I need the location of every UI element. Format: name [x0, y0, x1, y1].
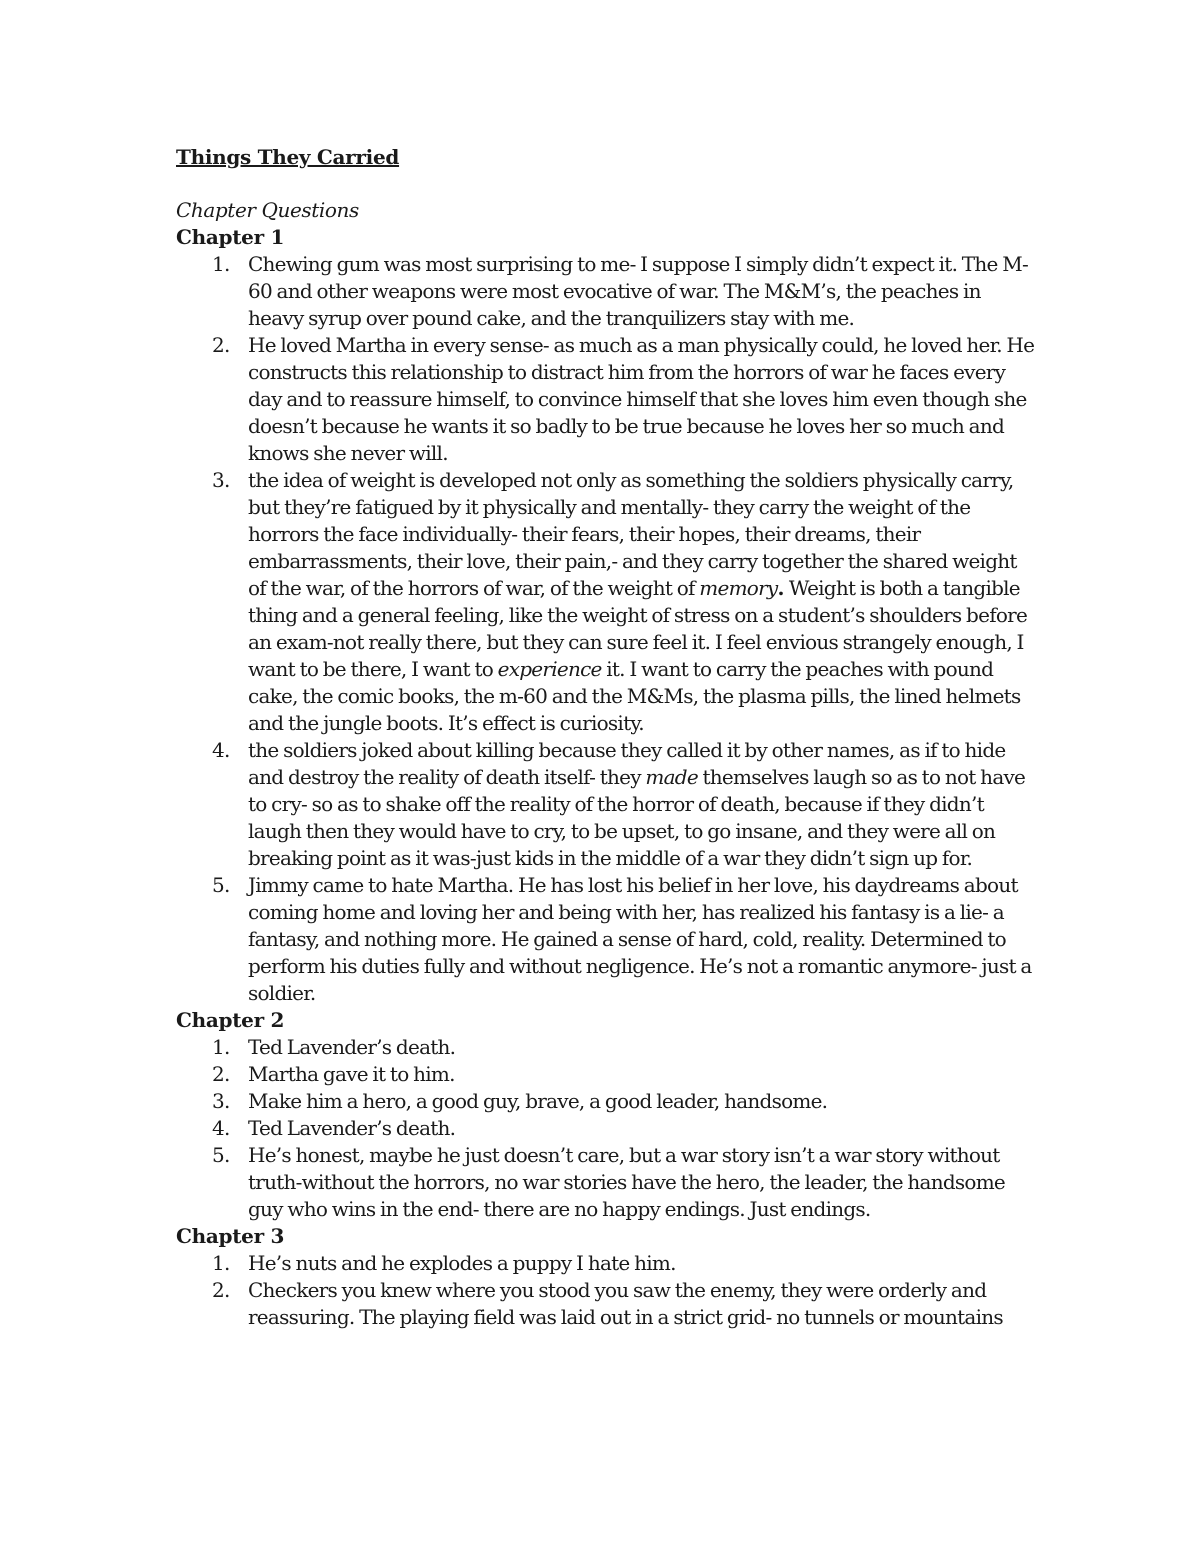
- answer-item: [176, 737, 1036, 872]
- answer-text: Ted Lavender’s death.: [248, 1116, 456, 1140]
- answer-text: it. I want to carry the peaches with pound cake, the comic books, the m-60 and the M&Ms, the plasma pills, the lined helmets and the jungle boots. It’s effect is curiosity.: [248, 657, 1021, 735]
- chapter-section: [176, 1223, 1036, 1331]
- answer-number: 5.: [212, 873, 230, 897]
- answer-item: [176, 872, 1036, 1007]
- answer-item: [176, 1061, 1036, 1088]
- answer-item: [176, 1142, 1036, 1223]
- answer-text: Ted Lavender’s death.: [248, 1035, 456, 1059]
- answer-number: 4.: [212, 738, 230, 762]
- answer-item: [176, 1034, 1036, 1061]
- answer-list: [176, 1250, 1036, 1331]
- answer-number: 2.: [212, 1062, 230, 1086]
- answer-number: 4.: [212, 1116, 230, 1140]
- answer-item: [176, 1250, 1036, 1277]
- answer-text: the soldiers joked about killing because they called it by other names, as if to hide and destroy the reality of death itself- they: [248, 738, 1006, 789]
- answer-text: themselves laugh so as to not have to cry- so as to shake off the reality of the horror of death, because if they didn’t laugh then they would have to cry, to be upset, to go insane, and they were all on breaking point as it was-just kids in the middle of a war they didn’t sign up for.: [248, 765, 1026, 870]
- answer-number: 1.: [212, 1251, 230, 1275]
- answer-list: [176, 1034, 1036, 1223]
- document-subtitle: Chapter Questions: [176, 198, 359, 222]
- answer-text: Jimmy came to hate Martha. He has lost his belief in her love, his daydreams about coming home and loving her and being with her, has realized his fantasy is a lie- a fantasy, and nothing more. He gained a sense of hard, cold, reality. Determined to perform his duties fully and without negligence. He’s not a romantic anymore- just a soldier.: [248, 873, 1032, 1005]
- answer-item: [176, 467, 1036, 737]
- answer-text: He loved Martha in every sense- as much as a man physically could, he loved her. He constructs this relationship to distract him from the horrors of war he faces every day and to reassure himself, to convince himself that she loves him even though she doesn’t because he wants it so badly to be true because he loves her so much and knows she never will.: [248, 333, 1035, 465]
- chapter-section: [176, 1007, 1036, 1223]
- answer-item: [176, 251, 1036, 332]
- emphasized-text: memory: [699, 576, 778, 600]
- emphasized-text: experience: [497, 657, 602, 681]
- answer-number: 2.: [212, 333, 230, 357]
- answer-item: [176, 1088, 1036, 1115]
- answer-text: Chewing gum was most surprising to me- I suppose I simply didn’t expect it. The M-60 and other weapons were most evocative of war. The M&M’s, the peaches in heavy syrup over pound cake, and the tranquilizers stay with me.: [248, 252, 1028, 330]
- answer-item: [176, 1115, 1036, 1142]
- chapter-heading: Chapter 1: [176, 225, 285, 249]
- answer-text: Weight is both a tangible thing and a general feeling, like the weight of stress on a student’s shoulders before an exam-not really there, but they can sure feel it. I feel envious strangely enough, I want to be there, I want to: [248, 576, 1028, 681]
- answer-number: 2.: [212, 1278, 230, 1302]
- answer-item: [176, 332, 1036, 467]
- answer-number: 3.: [212, 1089, 230, 1113]
- chapter-section: [176, 224, 1036, 1007]
- answer-text: Make him a hero, a good guy, brave, a good leader, handsome.: [248, 1089, 828, 1113]
- chapter-heading: Chapter 3: [176, 1224, 285, 1248]
- chapter-heading: Chapter 2: [176, 1008, 285, 1032]
- answer-number: 1.: [212, 1035, 230, 1059]
- document-title: Things They Carried: [176, 145, 400, 169]
- answer-number: 5.: [212, 1143, 230, 1167]
- document-page: [176, 143, 1036, 1331]
- bold-text: .: [777, 576, 789, 600]
- answer-number: 3.: [212, 468, 230, 492]
- answer-item: [176, 1277, 1036, 1331]
- answer-number: 1.: [212, 252, 230, 276]
- answer-text: Checkers you knew where you stood you saw the enemy, they were orderly and reassuring. The playing field was laid out in a strict grid- no tunnels or mountains: [248, 1278, 1003, 1329]
- answer-list: [176, 251, 1036, 1007]
- chapters-container: [176, 224, 1036, 1331]
- answer-text: He’s honest, maybe he just doesn’t care, but a war story isn’t a war story without truth-without the horrors, no war stories have the hero, the leader, the handsome guy who wins in the end- there are no happy endings. Just endings.: [248, 1143, 1006, 1221]
- answer-text: Martha gave it to him.: [248, 1062, 455, 1086]
- answer-text: the idea of weight is developed not only as something the soldiers physically carry, but they’re fatigued by it physically and mentally- they carry the weight of the horrors the face individually- their fears, their hopes, their dreams, their embarrassments, their love, their pain,- and they carry together the shared weight of the war, of the horrors of war, of the weight of: [248, 468, 1017, 600]
- emphasized-text: made: [645, 765, 698, 789]
- answer-text: He’s nuts and he explodes a puppy I hate him.: [248, 1251, 676, 1275]
